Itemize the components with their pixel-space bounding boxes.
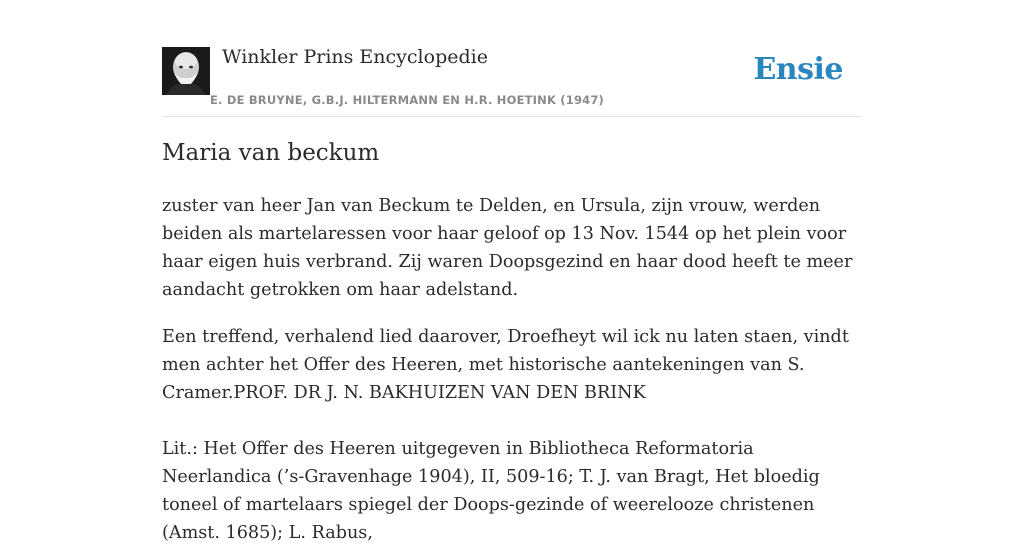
bearded-man-portrait-icon [162, 47, 210, 95]
header [162, 46, 862, 117]
paragraph-1: zuster van heer Jan van Beckum te Delden, en Ursula, zijn vrouw, werden beiden als martelaressen voor haar geloof op 13 Nov. 1544 op het plein voor haar eigen huis verbrand. Zij waren Doopsgezind en haar dood heeft te meer aandacht getrokken om haar adelstand. [162, 196, 853, 300]
paragraph-2: Een treffend, verhalend lied daarover, Droefheyt wil ick nu laten staen, vindt men achter het Offer des Heeren, met historische aantekeningen van S. Cramer.PROF. DR J. N. BAKHUIZEN VAN DEN BRINK [162, 327, 849, 403]
paragraph-3: Lit.: Het Offer des Heeren uitgegeven in Bibliotheca Reformatoria Neerlandica (’s-Gravenhage 1904), II, 509-16; T. J. van Bragt, Het bloedig toneel of martelaars spiegel der Doops-gezinde of weereloоze christenen (Amst. 1685); L. Rabus, [162, 439, 820, 543]
page [162, 0, 862, 543]
authors: E. DE BRUYNE, G.B.J. HILTERMANN EN H.R. HOETINK (1947) [210, 93, 605, 107]
brand-logo[interactable]: Ensie [753, 52, 843, 87]
source-title[interactable]: Winkler Prins Encyclopedie [222, 46, 488, 68]
page-title: Maria van beckum [162, 140, 380, 166]
avatar[interactable] [162, 47, 210, 95]
